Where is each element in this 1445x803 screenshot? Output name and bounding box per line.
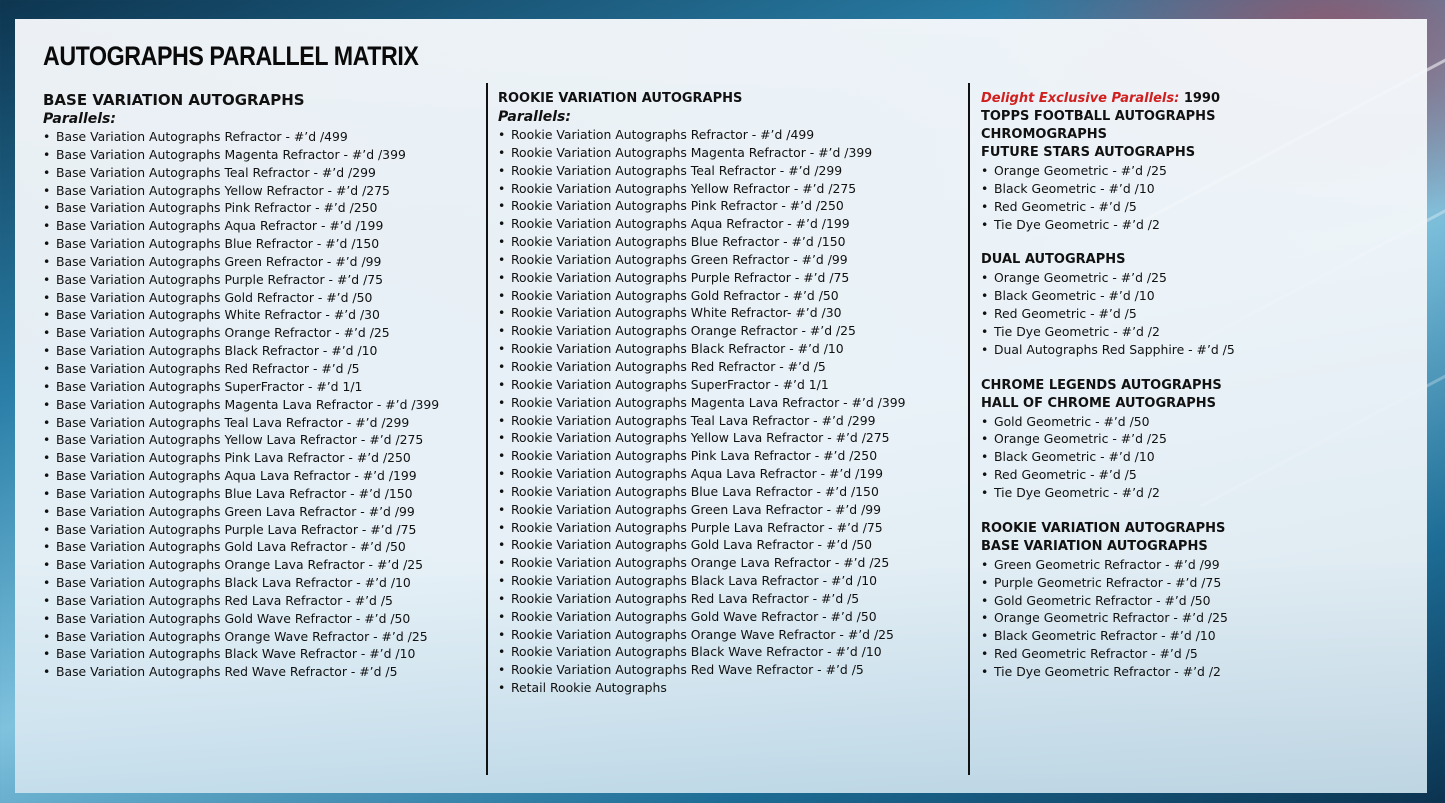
list-item: • Rookie Variation Autographs Red Lava Refractor - #’d /5 (498, 590, 938, 608)
list-item: • Red Geometric Refractor - #’d /5 (981, 645, 1411, 663)
section-gap (981, 502, 1411, 520)
parallel-list (43, 128, 473, 681)
list-item: • Tie Dye Geometric - #’d /2 (981, 216, 1411, 234)
list-item: • Rookie Variation Autographs White Refractor- #’d /30 (498, 304, 938, 322)
delight-section (981, 377, 1411, 502)
list-item: • Base Variation Autographs Pink Lava Refractor - #’d /250 (43, 449, 473, 467)
list-item: • Rookie Variation Autographs Aqua Lava Refractor - #’d /199 (498, 465, 938, 483)
list-item: • Tie Dye Geometric - #’d /2 (981, 323, 1411, 341)
list-item: • Orange Geometric - #’d /25 (981, 430, 1411, 448)
list-item: • Base Variation Autographs Black Wave Refractor - #’d /10 (43, 645, 473, 663)
list-item: • Rookie Variation Autographs Green Lava Refractor - #’d /99 (498, 501, 938, 519)
list-item: • Black Geometric - #’d /10 (981, 180, 1411, 198)
list-item: • Tie Dye Geometric Refractor - #’d /2 (981, 663, 1411, 681)
list-item: • Base Variation Autographs Red Wave Refractor - #’d /5 (43, 663, 473, 681)
list-item: • Rookie Variation Autographs Magenta Refractor - #’d /399 (498, 144, 938, 162)
list-item: • Base Variation Autographs Magenta Lava Refractor - #’d /399 (43, 396, 473, 414)
list-item: • Base Variation Autographs Yellow Lava Refractor - #’d /275 (43, 431, 473, 449)
list-item: • Rookie Variation Autographs Black Wave Refractor - #’d /10 (498, 643, 938, 661)
delight-label: Delight Exclusive Parallels: (981, 91, 1180, 106)
parallel-list (981, 556, 1411, 681)
column-divider (968, 83, 970, 775)
list-item: • Rookie Variation Autographs Orange Refractor - #’d /25 (498, 322, 938, 340)
delight-sections (981, 108, 1411, 681)
list-item: • Base Variation Autographs Blue Refractor - #’d /150 (43, 235, 473, 253)
delight-header (981, 90, 1411, 108)
list-item: • Tie Dye Geometric - #’d /2 (981, 484, 1411, 502)
list-item: • Rookie Variation Autographs Pink Lava Refractor - #’d /250 (498, 447, 938, 465)
list-item: • Rookie Variation Autographs Black Lava Refractor - #’d /10 (498, 572, 938, 590)
section-heading: BASE VARIATION AUTOGRAPHS (43, 91, 305, 109)
list-item: • Rookie Variation Autographs SuperFractor - #’d 1/1 (498, 376, 938, 394)
parallel-list (981, 269, 1411, 358)
list-item: • Rookie Variation Autographs Magenta Lava Refractor - #’d /399 (498, 394, 938, 412)
page-title: AUTOGRAPHS PARALLEL MATRIX (43, 41, 419, 71)
list-item: • Retail Rookie Autographs (498, 679, 938, 697)
parallels-label: Parallels: (43, 111, 116, 127)
list-item: • Rookie Variation Autographs Blue Refractor - #’d /150 (498, 233, 938, 251)
list-item: • Base Variation Autographs Orange Lava Refractor - #’d /25 (43, 556, 473, 574)
list-item: • Rookie Variation Autographs Teal Lava Refractor - #’d /299 (498, 412, 938, 430)
list-item: • Base Variation Autographs Blue Lava Refractor - #’d /150 (43, 485, 473, 503)
list-item: • Rookie Variation Autographs Pink Refractor - #’d /250 (498, 197, 938, 215)
delight-section (981, 108, 1411, 233)
list-item: • Rookie Variation Autographs Orange Wave Refractor - #’d /25 (498, 626, 938, 644)
base-variation-column (43, 90, 473, 681)
list-item: • Base Variation Autographs Red Refractor - #’d /5 (43, 360, 473, 378)
section-gap (981, 233, 1411, 251)
list-item: • Rookie Variation Autographs Orange Lava Refractor - #’d /25 (498, 554, 938, 572)
list-item: • Base Variation Autographs Pink Refractor - #’d /250 (43, 199, 473, 217)
delight-exclusive-column (981, 90, 1411, 681)
matrix-panel (15, 19, 1427, 793)
list-item: • Base Variation Autographs Aqua Refractor - #’d /199 (43, 217, 473, 235)
section-heading: TOPPS FOOTBALL AUTOGRAPHS (981, 109, 1216, 124)
list-item: • Base Variation Autographs Refractor - #’d /499 (43, 128, 473, 146)
list-item: • Base Variation Autographs White Refractor - #’d /30 (43, 306, 473, 324)
list-item: • Rookie Variation Autographs Gold Refractor - #’d /50 (498, 287, 938, 305)
list-item: • Base Variation Autographs Yellow Refractor - #’d /275 (43, 182, 473, 200)
section-heading: DUAL AUTOGRAPHS (981, 252, 1126, 268)
list-item: • Orange Geometric - #’d /25 (981, 269, 1411, 287)
list-item: • Base Variation Autographs Gold Lava Refractor - #’d /50 (43, 538, 473, 556)
list-item: • Black Geometric Refractor - #’d /10 (981, 627, 1411, 645)
delight-section (981, 251, 1411, 358)
list-item: • Rookie Variation Autographs Red Refractor - #’d /5 (498, 358, 938, 376)
parallel-list (981, 413, 1411, 502)
section-heading: FUTURE STARS AUTOGRAPHS (981, 145, 1196, 160)
rookie-variation-column (498, 90, 938, 697)
list-item: • Orange Geometric - #’d /25 (981, 162, 1411, 180)
column-divider (486, 83, 488, 775)
list-item: • Rookie Variation Autographs Aqua Refractor - #’d /199 (498, 215, 938, 233)
list-item: • Red Geometric - #’d /5 (981, 198, 1411, 216)
section-heading: CHROME LEGENDS AUTOGRAPHS (981, 377, 1222, 393)
list-item: • Base Variation Autographs Magenta Refractor - #’d /399 (43, 146, 473, 164)
list-item: • Base Variation Autographs Orange Wave Refractor - #’d /25 (43, 628, 473, 646)
list-item: • Rookie Variation Autographs Refractor - #’d /499 (498, 126, 938, 144)
list-item: • Rookie Variation Autographs Red Wave Refractor - #’d /5 (498, 661, 938, 679)
list-item: • Base Variation Autographs Black Lava Refractor - #’d /10 (43, 574, 473, 592)
list-item: • Base Variation Autographs Green Lava Refractor - #’d /99 (43, 503, 473, 521)
list-item: • Rookie Variation Autographs Teal Refractor - #’d /299 (498, 162, 938, 180)
list-item: • Rookie Variation Autographs Green Refractor - #’d /99 (498, 251, 938, 269)
delight-section (981, 520, 1411, 681)
delight-year: 1990 (1183, 91, 1221, 106)
list-item: • Rookie Variation Autographs Blue Lava Refractor - #’d /150 (498, 483, 938, 501)
list-item: • Base Variation Autographs Purple Lava Refractor - #’d /75 (43, 521, 473, 539)
list-item: • Rookie Variation Autographs Gold Lava Refractor - #’d /50 (498, 536, 938, 554)
list-item: • Base Variation Autographs Green Refractor - #’d /99 (43, 253, 473, 271)
parallels-label: Parallels: (498, 109, 571, 125)
list-item: • Rookie Variation Autographs Purple Refractor - #’d /75 (498, 269, 938, 287)
list-item: • Base Variation Autographs Teal Lava Refractor - #’d /299 (43, 414, 473, 432)
list-item: • Base Variation Autographs Teal Refractor - #’d /299 (43, 164, 473, 182)
list-item: • Base Variation Autographs Aqua Lava Refractor - #’d /199 (43, 467, 473, 485)
list-item: • Dual Autographs Red Sapphire - #’d /5 (981, 341, 1411, 359)
list-item: • Rookie Variation Autographs Yellow Refractor - #’d /275 (498, 180, 938, 198)
list-item: • Base Variation Autographs Purple Refractor - #’d /75 (43, 271, 473, 289)
section-heading: HALL OF CHROME AUTOGRAPHS (981, 395, 1216, 411)
parallel-list (981, 162, 1411, 233)
list-item: • Black Geometric - #’d /10 (981, 448, 1411, 466)
list-item: • Black Geometric - #’d /10 (981, 287, 1411, 305)
list-item: • Orange Geometric Refractor - #’d /25 (981, 609, 1411, 627)
list-item: • Base Variation Autographs Orange Refractor - #’d /25 (43, 324, 473, 342)
list-item: • Rookie Variation Autographs Purple Lava Refractor - #’d /75 (498, 519, 938, 537)
list-item: • Purple Geometric Refractor - #’d /75 (981, 574, 1411, 592)
list-item: • Base Variation Autographs Gold Refractor - #’d /50 (43, 289, 473, 307)
list-item: • Base Variation Autographs Gold Wave Refractor - #’d /50 (43, 610, 473, 628)
section-heading: ROOKIE VARIATION AUTOGRAPHS (498, 91, 743, 106)
list-item: • Green Geometric Refractor - #’d /99 (981, 556, 1411, 574)
list-item: • Red Geometric - #’d /5 (981, 466, 1411, 484)
list-item: • Red Geometric - #’d /5 (981, 305, 1411, 323)
list-item: • Base Variation Autographs Red Lava Refractor - #’d /5 (43, 592, 473, 610)
list-item: • Gold Geometric Refractor - #’d /50 (981, 592, 1411, 610)
section-heading: CHROMOGRAPHS (981, 127, 1107, 142)
parallel-list (498, 126, 938, 697)
list-item: • Base Variation Autographs SuperFractor - #’d 1/1 (43, 378, 473, 396)
list-item: • Base Variation Autographs Black Refractor - #’d /10 (43, 342, 473, 360)
list-item: • Rookie Variation Autographs Gold Wave Refractor - #’d /50 (498, 608, 938, 626)
section-gap (981, 359, 1411, 377)
list-item: • Gold Geometric - #’d /50 (981, 413, 1411, 431)
list-item: • Rookie Variation Autographs Yellow Lava Refractor - #’d /275 (498, 429, 938, 447)
section-heading: ROOKIE VARIATION AUTOGRAPHS (981, 520, 1226, 536)
list-item: • Rookie Variation Autographs Black Refractor - #’d /10 (498, 340, 938, 358)
section-heading: BASE VARIATION AUTOGRAPHS (981, 538, 1208, 554)
